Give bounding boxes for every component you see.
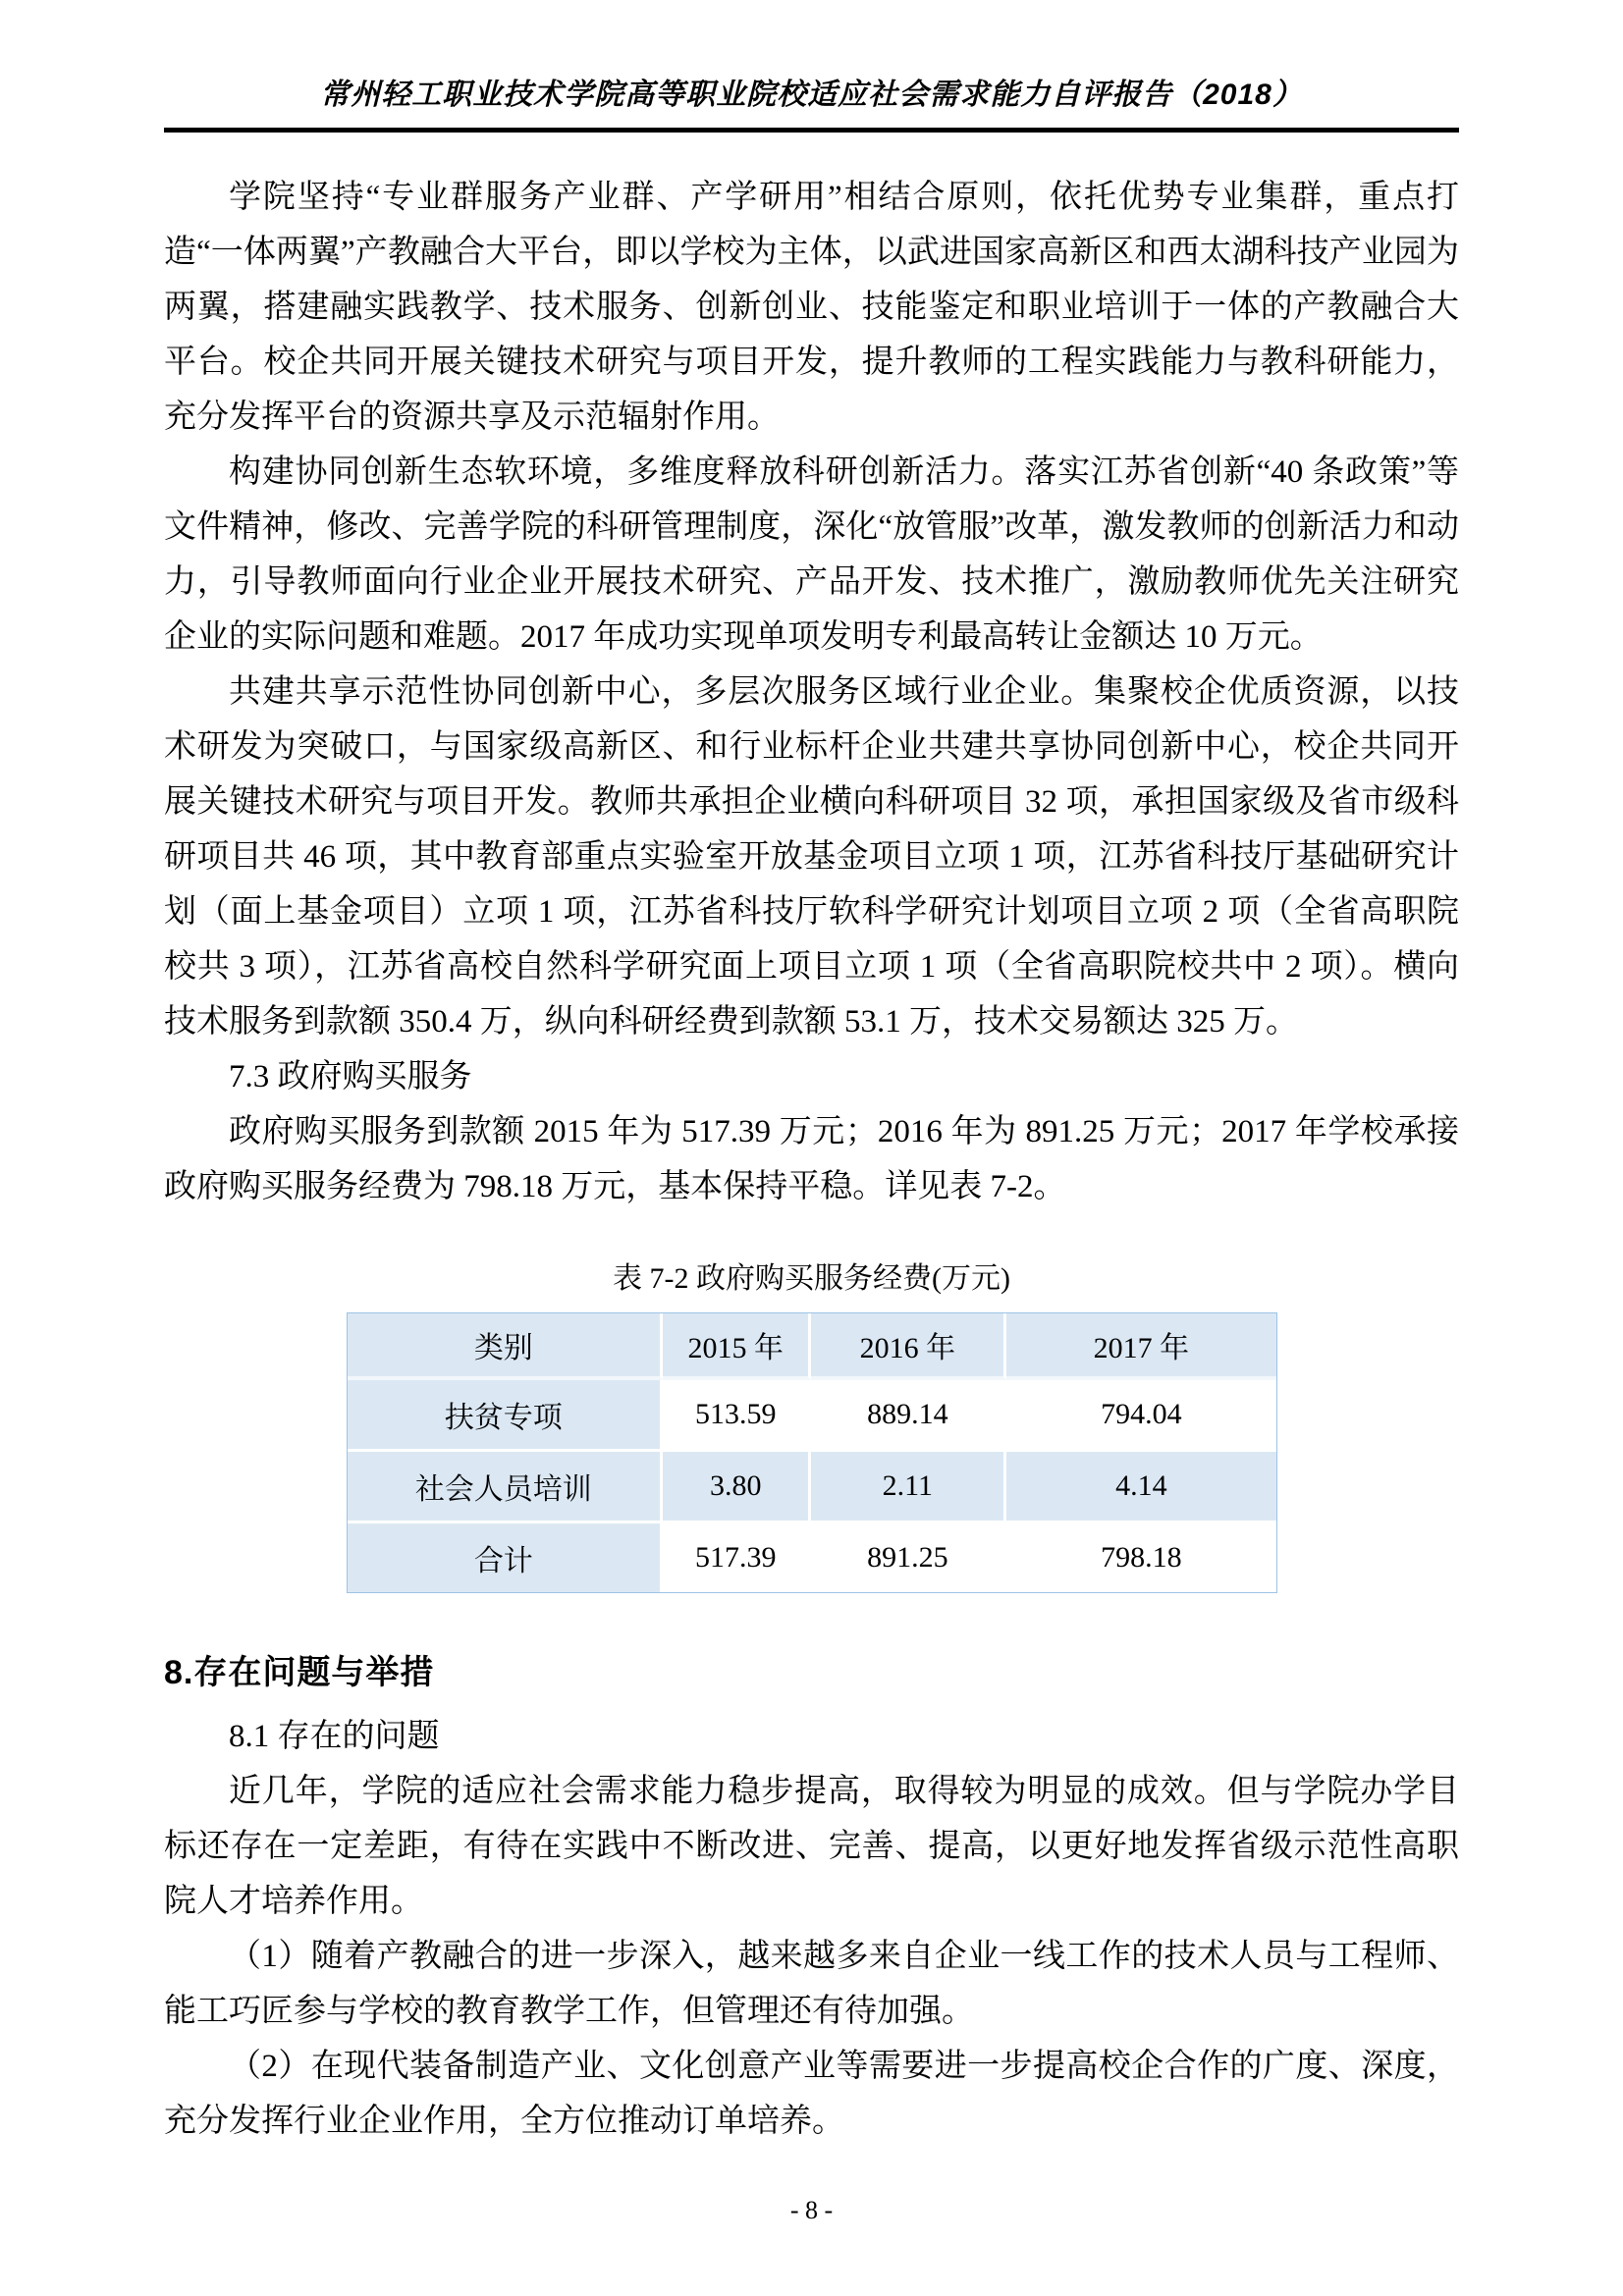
body-paragraph: 共建共享示范性协同创新中心，多层次服务区域行业企业。集聚校企优质资源，以技术研发为突破口，与国家级高新区、和行业标杆企业共建共享协同创新中心，校企共同开展关键技术研究与项目开发。教师共承担企业横向科研项目 32 项，承担国家级及省市级科研项目共 46 项，其中教育部重点实验室开放基金项目立项 1 项，江苏省科技厅基础研究计划（面上基金项目）立项 1 项，江苏省科技厅软科学研究计划项目立项 2 项（全省高职院校共 3 项），江苏省高校自然科学研究面上项目立项 1 项（全省高职院校共中 2 项）。横向技术服务到款额 350.4 万，纵向科研经费到款额 53.1 万，技术交易额达 325 万。 xyxy=(164,674,1459,1040)
section-8-1-heading: 8.1 存在的问题 xyxy=(229,1719,440,1754)
table-header-cell: 2017 年 xyxy=(1006,1313,1275,1380)
body-paragraph: 政府购买服务到款额 2015 年为 517.39 万元；2016 年为 891.25 万元；2017 年学校承接政府购买服务经费为 798.18 万元，基本保持平稳。详见表 7-2。 xyxy=(164,1114,1460,1204)
table-row xyxy=(348,1380,1276,1452)
table-header-cell: 类别 xyxy=(348,1313,664,1380)
table-cell: 513.59 xyxy=(663,1380,811,1452)
table-header-cell: 2015 年 xyxy=(663,1313,811,1380)
table-title: 表 7-2 政府购买服务经费(万元) xyxy=(613,1262,1010,1295)
body-paragraph: 近几年，学院的适应社会需求能力稳步提高，取得较为明显的成效。但与学院办学目标还存在一定差距，有待在实践中不断改进、完善、提高，以更好地发挥省级示范性高职院人才培养作用。 xyxy=(164,1774,1459,1919)
body-paragraph: （2）在现代装备制造产业、文化创意产业等需要进一步提高校企合作的广度、深度，充分发挥行业企业作用，全方位推动订单培养。 xyxy=(164,2049,1459,2139)
table-header-row xyxy=(348,1313,1276,1380)
report-title: 常州轻工职业技术学院高等职业院校适应社会需求能力自评报告（2018） xyxy=(320,79,1303,111)
row-label: 社会人员培训 xyxy=(348,1452,664,1523)
gov-purchase-table xyxy=(347,1312,1277,1593)
table-cell: 517.39 xyxy=(663,1523,811,1592)
table-row xyxy=(348,1452,1276,1523)
page-footer xyxy=(0,2196,1623,2225)
table-7-2-block xyxy=(164,1259,1459,1593)
body-paragraph: 学院坚持“专业群服务产业群、产学研用”相结合原则，依托优势专业集群，重点打造“一体两翼”产教融合大平台，即以学校为主体，以武进国家高新区和西太湖科技产业园为两翼，搭建融实践教学、技术服务、创新创业、技能鉴定和职业培训于一体的产教融合大平台。校企共同开展关键技术研究与项目开发，提升教师的工程实践能力与教科研能力，充分发挥平台的资源共享及示范辐射作用。 xyxy=(164,180,1459,435)
section-8-heading: 8.存在问题与举措 xyxy=(164,1654,435,1691)
page-header xyxy=(164,0,1459,133)
table-cell: 4.14 xyxy=(1006,1452,1275,1523)
body-paragraph: 构建协同创新生态软环境，多维度释放科研创新活力。落实江苏省创新“40 条政策”等文件精神，修改、完善学院的科研管理制度，深化“放管服”改革，激发教师的创新活力和动力，引导教师面向行业企业开展技术研究、产品开发、技术推广，激励教师优先关注研究企业的实际问题和难题。2017 年成功实现单项发明专利最高转让金额达 10 万元。 xyxy=(164,454,1459,655)
table-cell: 889.14 xyxy=(811,1380,1006,1452)
header-rule xyxy=(164,128,1459,133)
body-text xyxy=(164,170,1459,1214)
section-7-3-heading: 7.3 政府购买服务 xyxy=(229,1059,472,1095)
table-cell: 3.80 xyxy=(663,1452,811,1523)
row-label: 合计 xyxy=(348,1523,664,1592)
section-8 xyxy=(164,1650,1459,2149)
table-cell: 2.11 xyxy=(811,1452,1006,1523)
body-paragraph: （1）随着产教融合的进一步深入，越来越多来自企业一线工作的技术人员与工程师、能工巧匠参与学校的教育教学工作，但管理还有待加强。 xyxy=(164,1939,1459,2029)
table-cell: 794.04 xyxy=(1006,1380,1275,1452)
table-header-cell: 2016 年 xyxy=(811,1313,1006,1380)
table-row xyxy=(348,1523,1276,1592)
table-cell: 798.18 xyxy=(1006,1523,1275,1592)
table-cell: 891.25 xyxy=(811,1523,1006,1592)
row-label: 扶贫专项 xyxy=(348,1380,664,1452)
page-number: - 8 - xyxy=(789,2196,834,2224)
